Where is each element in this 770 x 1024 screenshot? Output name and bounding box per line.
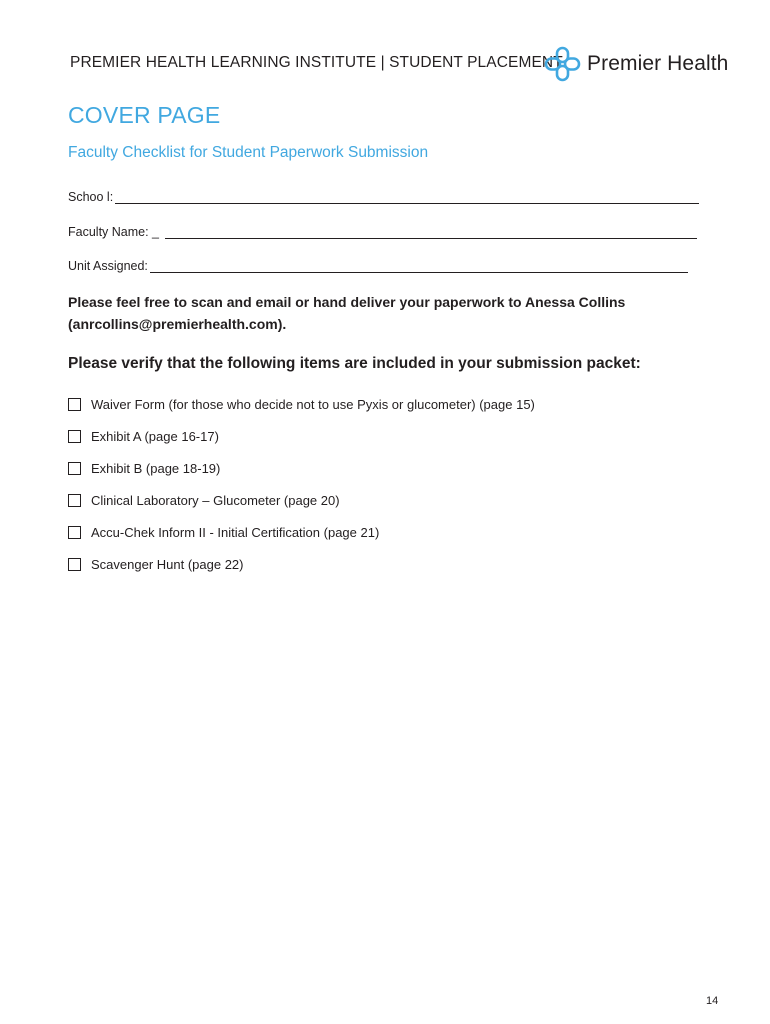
- checklist-item-exhibit-a[interactable]: [68, 420, 535, 452]
- checklist-item-label: Exhibit B (page 18-19): [91, 460, 221, 476]
- page-subtitle: Faculty Checklist for Student Paperwork Submission: [68, 144, 429, 161]
- checkbox[interactable]: [68, 398, 81, 411]
- checklist-item-accu-chek[interactable]: [68, 516, 535, 548]
- submission-instructions: Please feel free to scan and email or hand deliver your paperwork to Anessa Collins (anrcollins@premierhealth.com).: [68, 294, 626, 332]
- logo-text: Premier Health: [587, 52, 729, 75]
- school-field[interactable]: [68, 190, 699, 204]
- checklist-item-label: Accu-Chek Inform II - Initial Certification (page 21): [91, 524, 380, 540]
- checklist-item-waiver-form[interactable]: [68, 388, 535, 420]
- checkbox[interactable]: [68, 558, 81, 571]
- checkbox[interactable]: [68, 430, 81, 443]
- school-label: Schoo l:: [68, 190, 114, 204]
- checkbox[interactable]: [68, 462, 81, 475]
- unit-assigned-label: Unit Assigned:: [68, 259, 148, 273]
- faculty-name-label: Faculty Name: _: [68, 225, 160, 239]
- checkbox[interactable]: [68, 526, 81, 539]
- page-title: COVER PAGE: [68, 102, 221, 128]
- checklist-item-glucometer[interactable]: [68, 484, 535, 516]
- header-title: PREMIER HEALTH LEARNING INSTITUTE | STUDENT PLACEMENT: [70, 54, 563, 71]
- checklist-item-label: Waiver Form (for those who decide not to use Pyxis or glucometer) (page 15): [91, 396, 535, 412]
- unit-assigned-field[interactable]: [68, 259, 688, 273]
- checklist-item-label: Exhibit A (page 16-17): [91, 428, 219, 444]
- page-number: 14: [706, 995, 719, 1007]
- verify-heading: Please verify that the following items are included in your submission packet:: [68, 355, 641, 372]
- unit-assigned-input-line[interactable]: [150, 260, 688, 273]
- submission-checklist: [68, 388, 535, 580]
- checklist-item-scavenger-hunt[interactable]: [68, 548, 535, 580]
- checkbox[interactable]: [68, 494, 81, 507]
- checklist-item-exhibit-b[interactable]: [68, 452, 535, 484]
- premier-health-logo: [543, 46, 728, 82]
- school-input-line[interactable]: [115, 191, 699, 204]
- faculty-name-field[interactable]: [68, 225, 697, 239]
- checklist-item-label: Clinical Laboratory – Glucometer (page 20): [91, 492, 340, 508]
- premier-health-cross-logo-icon: [543, 46, 583, 82]
- checklist-item-label: Scavenger Hunt (page 22): [91, 556, 244, 572]
- faculty-name-input-line[interactable]: [165, 226, 697, 239]
